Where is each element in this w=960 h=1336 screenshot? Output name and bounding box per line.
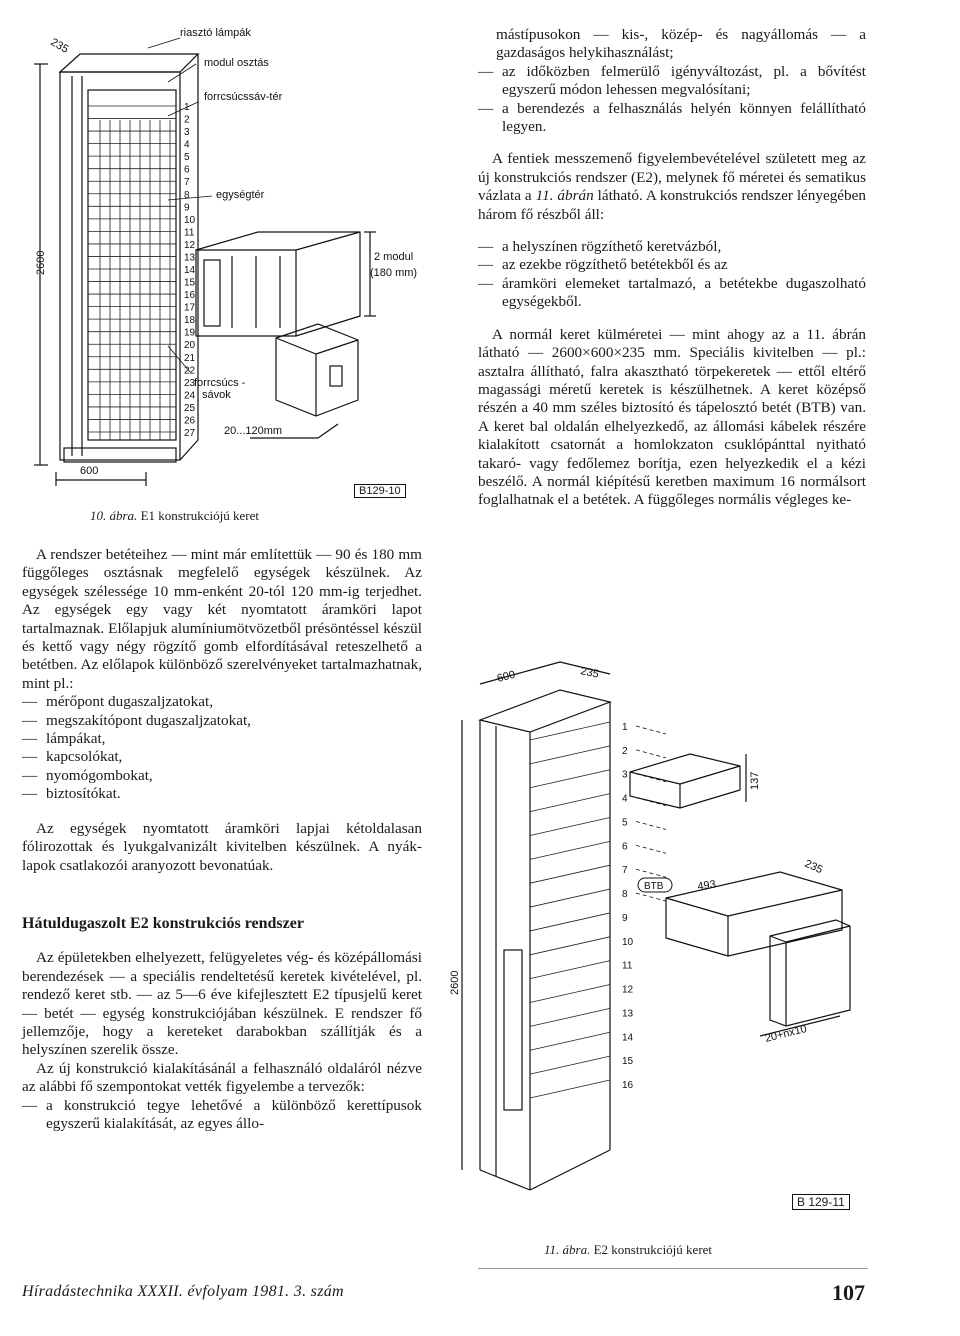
fig10-row-number: 26 — [184, 415, 196, 427]
fig10-callout-2modul: 2 modul — [374, 251, 414, 263]
page-number: 107 — [832, 1280, 865, 1305]
fig11-row-number: 6 — [622, 841, 628, 853]
fig11-row-number: 7 — [622, 865, 628, 877]
fig10-callout-forrcsucssav: forrcsúcssáv-tér — [204, 91, 283, 103]
fig10-callout-forrcsucs1: forrcsúcs - — [194, 377, 246, 389]
fig10-caption — [90, 508, 259, 524]
fig10-row-number: 2 — [184, 114, 190, 126]
fig11-leader-line — [636, 869, 666, 877]
list-item: — áramköri elemeket tartalmazó, a betétekbe dugaszolható egységekből. — [478, 275, 866, 312]
fig10-callout-width-range: 20...120mm — [224, 425, 283, 437]
fig10-row-number: 27 — [184, 428, 196, 439]
fig11-leader-line — [636, 845, 666, 853]
list-item: — a helyszínen rögzíthető keretvázból, — [478, 238, 866, 256]
fig11-row-number: 4 — [622, 793, 628, 805]
list-item: — megszakítópont dugaszaljzatokat, — [22, 712, 422, 730]
fig10-caption-num: 10. ábra. — [90, 508, 138, 523]
fig11-caption-num: 11. ábra. — [544, 1242, 591, 1257]
list-item: — a konstrukció tegye lehetővé a különböző kerettípusok egyszerű kialakítását, az egyes állo- — [22, 1097, 422, 1134]
list-item: — az időközben felmerülő igényváltozást, pl. a bővítést egyszerű módon lehessen megvalósítani; — [478, 63, 866, 100]
fig10-row-number: 23 — [184, 377, 196, 389]
fig10-row-number: 11 — [184, 227, 195, 239]
fig10-row-number: 6 — [184, 164, 190, 176]
p5-text-b: látható. A konstrukciós rendszer lényegében három fő részből áll: — [478, 187, 866, 223]
fig11-row-line — [530, 722, 610, 740]
fig11-row-number: 11 — [622, 960, 633, 972]
fig10-row-number: 8 — [184, 189, 190, 201]
fig11-row-number: 13 — [622, 1008, 634, 1020]
figure-11-drawing — [440, 650, 880, 1210]
paragraph-design-aspects: Az új konstrukció kialakításánál a felhasználó oldaláról nézve az alábbi fő szempontokat vették figyelembe a tervezők: — [22, 1059, 422, 1096]
fig10-row-number: 4 — [184, 139, 190, 151]
fig11-row-line — [530, 841, 610, 859]
fig11-row-line — [530, 961, 610, 979]
fig11-row-number: 16 — [622, 1080, 634, 1091]
figure-11 — [440, 650, 880, 1260]
footer-rule — [478, 1268, 868, 1269]
fig11-row-number: 2 — [622, 745, 628, 757]
list-item: — nyomógombokat, — [22, 767, 422, 785]
fig10-row-number: 14 — [184, 265, 196, 276]
fig10-depth-label: 235 — [48, 36, 71, 56]
fig11-row-line — [530, 937, 610, 955]
paragraph-e2-system — [478, 150, 866, 224]
fig11-row-line — [530, 865, 610, 883]
fig10-row-number: 19 — [184, 327, 196, 339]
fig11-row-number: 15 — [622, 1056, 634, 1068]
left-column — [22, 546, 422, 1133]
fig11-leader-line — [636, 750, 666, 758]
figure-10 — [18, 20, 438, 530]
fig10-row-number: 18 — [184, 315, 196, 327]
list-item: — lámpákat, — [22, 730, 422, 748]
fig10-row-number: 17 — [184, 302, 196, 314]
fig11-width-label: 600 — [495, 668, 517, 685]
fig10-row-number: 24 — [184, 390, 196, 402]
fig10-row-number: 7 — [184, 177, 190, 189]
fig11-label: B 129-11 — [792, 1194, 850, 1210]
fig11-row-line — [530, 1080, 610, 1098]
fig11-caption — [544, 1242, 712, 1258]
fig11-row-number: 12 — [622, 984, 634, 996]
fig11-row-number: 5 — [622, 817, 628, 829]
fig10-row-number: 1 — [184, 102, 190, 113]
fig11-row-line — [530, 817, 610, 835]
fig11-row-number: 8 — [622, 889, 628, 901]
fig11-row-line — [530, 746, 610, 764]
aspects-list-continued — [478, 63, 866, 137]
fig11-height-label: 2600 — [449, 970, 461, 995]
continued-line: mástípusokon — kis-, közép- és nagyállomás — a gazdaságos helykihasználást; — [496, 26, 866, 62]
fig11-row-line — [530, 1032, 610, 1050]
fig11-row-number: 1 — [622, 722, 628, 733]
fig10-height-label: 2600 — [35, 250, 47, 275]
section-heading: Hátuldugaszolt E2 konstrukciós rendszer — [22, 914, 304, 932]
fig11-row-line — [530, 985, 610, 1003]
fig11-row-line — [530, 1008, 610, 1026]
fig10-row-number: 9 — [184, 202, 190, 214]
fig10-row-number: 5 — [184, 152, 190, 164]
fig10-caption-text: E1 konstrukciójú keret — [137, 508, 259, 523]
list-item: — kapcsolókat, — [22, 748, 422, 766]
fig10-callout-lamps: riasztó lámpák — [180, 27, 251, 39]
p5-text-a: A fentiek messzemenő figyelembevételével született meg az új konstrukciós rendszer (E2), melynek fő méretei és sematikus vázlata a — [478, 150, 866, 205]
fig10-row-number: 12 — [184, 239, 196, 251]
fig10-callout-180mm: (180 mm) — [370, 267, 418, 279]
fig11-row-line — [530, 1056, 610, 1074]
fig10-callout-modul: modul osztás — [204, 57, 269, 69]
p5-figure-ref: 11. ábrán — [535, 187, 594, 205]
fig10-row-number: 22 — [184, 365, 196, 377]
fig11-row-line — [530, 913, 610, 931]
paragraph-frame-dims: A normál keret külméretei — mint ahogy az a 11. ábrán látható — 2600×600×235 mm. Speciális kivitelben — pl.: asztalra állítható, falra akasztható törpekeretek — ettől eltérő magassági méretű keretek is készülhetnek. A keret középső részén a 40 mm széles biztosító és tápelosztó betét (BTB) van. A keret bal oldalán elhelyezkedő, az állomási kábelek részére kialakított csatornát a homlokzaton csuklópánttal nyitható takaró- vagy fedőlemez borítja, ezen helyezkedik el a kézi beszélő. A normál kiépítésű keretben maximum 16 normálsort foglalhatnak el a betétek. A függőleges normális végleges ke- — [478, 325, 866, 509]
fig10-row-number: 16 — [184, 290, 196, 302]
fig11-row-number: 10 — [622, 936, 634, 948]
fig11-row-number: 3 — [622, 769, 628, 781]
front-panel-list — [22, 693, 422, 803]
fig11-depth-label: 235 — [579, 665, 600, 681]
fig10-row-number: 13 — [184, 252, 196, 264]
fig11-insert-width-label: 493 — [696, 878, 717, 893]
fig11-caption-text: E2 konstrukciójú keret — [590, 1242, 713, 1257]
fig11-unit-width-label: 20+nx10 — [763, 1022, 808, 1045]
fig11-row-number: 14 — [622, 1032, 634, 1044]
fig11-leader-line — [636, 893, 666, 901]
fig10-row-number: 3 — [184, 127, 190, 139]
fig10-callout-egysegter: egységtér — [216, 189, 265, 201]
fig11-row-line — [530, 889, 610, 907]
paragraph-pcb: Az egységek nyomtatott áramköri lapjai kétoldalasan fólirozottak és lyukgalvanizált kivitelben készülnek. A nyák-lapok csatlakozói aranyozott bevonatúak. — [22, 819, 422, 874]
fig11-btb-label: BTB — [644, 881, 664, 892]
list-item: — mérőpont dugaszaljzatokat, — [22, 693, 422, 711]
fig10-row-number: 21 — [184, 352, 196, 364]
fig10-width-label: 600 — [80, 465, 99, 477]
fig10-row-number: 15 — [184, 277, 196, 289]
fig11-leader-line — [636, 726, 666, 734]
fig10-row-number: 25 — [184, 402, 196, 414]
figure-10-drawing — [18, 20, 438, 500]
list-item: — biztosítókat. — [22, 785, 422, 803]
paragraph-units: A rendszer betéteihez — mint már említettük — 90 és 180 mm függőleges osztásnak megfelelő egységek készülnek. Az egységek szélessége 10 mm-enként 20-tól 120 mm-ig terjedhet. Az egységek egy vagy két nyomtatott áramköri lapot tartalmaznak. Előlapjuk alumíniumötvözetből présöntéssel készül és kettő vagy négy rögzítő gomb elfordításával reteszelhető a betétben. Az előlapok különböző szerelvényeket tartalmazhatnak, mint pl.: — [22, 546, 422, 692]
fig10-row-number: 20 — [184, 340, 196, 352]
paragraph-e2-intro: Az épületekben elhelyezett, felügyeletes vég- és középállomási berendezések — a speciális rendeltetésű keretek kivételével, pl. rendező keret stb. — az 5—6 éve kifejlesztett E2 típusjelű keret — betét — egység konstrukciójában készülnek. E rendszer fő jellemzője, hogy a kereteket darabokban szállítják és a helyszínen szerelik össze. — [22, 949, 422, 1059]
components-list — [478, 238, 866, 312]
fig11-row-line — [530, 794, 610, 812]
fig11-unit-height-label: 137 — [749, 771, 761, 790]
fig11-row-line — [530, 770, 610, 788]
fig10-label: B129-10 — [354, 484, 406, 498]
aspects-list — [22, 1097, 422, 1134]
list-item: — az ezekbe rögzíthető betétekből és az — [478, 256, 866, 274]
fig11-row-number: 9 — [622, 912, 628, 924]
fig11-leader-line — [636, 821, 666, 829]
fig10-row-number: 10 — [184, 214, 196, 226]
list-item: — a berendezés a felhasználás helyén könnyen felállítható legyen. — [478, 100, 866, 137]
fig10-callout-forrcsucs2: sávok — [202, 389, 231, 401]
right-column — [478, 26, 866, 510]
journal-footer: Híradástechnika XXXII. évfolyam 1981. 3. szám — [22, 1283, 344, 1300]
fig11-insert-depth-label: 235 — [802, 857, 825, 877]
